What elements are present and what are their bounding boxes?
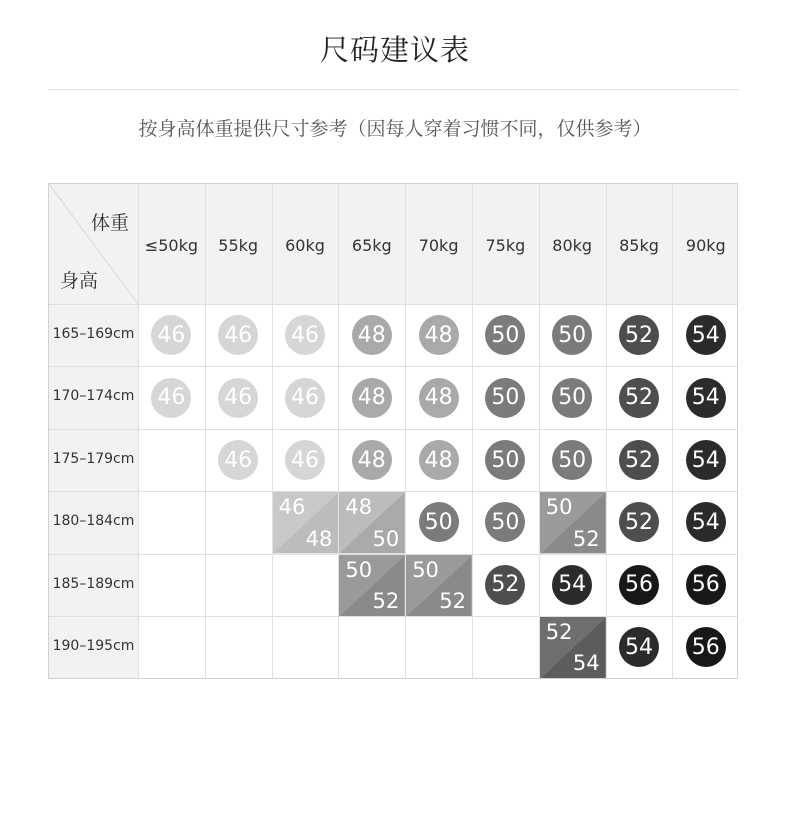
split-size-upper: 48 (345, 495, 373, 520)
size-circle: 56 (686, 627, 726, 667)
size-circle: 50 (485, 315, 525, 355)
size-chart-table (48, 183, 738, 679)
split-size-lower: 52 (439, 588, 466, 613)
size-circle: 46 (218, 378, 258, 418)
split-size-cell (273, 492, 339, 553)
split-size-cell (406, 555, 472, 616)
height-label: 170–174cm (52, 388, 135, 405)
split-size-cell (339, 555, 405, 616)
subtitle: 按身高体重提供尺寸参考（因每人穿着习惯不同，仅供参考） (138, 118, 652, 140)
page-title: 尺码建议表 (319, 33, 470, 67)
size-circle: 48 (352, 440, 392, 480)
size-circle: 54 (686, 502, 726, 542)
size-circle: 46 (218, 315, 258, 355)
weight-header: 75kg (485, 236, 526, 255)
size-circle: 50 (552, 378, 592, 418)
corner-weight-label: 体重 (91, 212, 130, 234)
split-size-upper: 50 (412, 557, 439, 582)
height-label: 190–195cm (52, 638, 135, 654)
split-size-lower: 50 (372, 526, 400, 551)
weight-header: 80kg (552, 236, 593, 255)
size-circle: 46 (285, 315, 325, 355)
weight-header: 55kg (218, 236, 259, 255)
size-circle: 54 (552, 565, 592, 605)
weight-header: 65kg (351, 236, 392, 255)
weight-header: 70kg (418, 236, 459, 255)
height-label: 165–169cm (52, 326, 135, 342)
weight-header: ≤50kg (144, 236, 198, 255)
size-circle: 48 (419, 440, 459, 480)
size-circle: 54 (686, 315, 726, 355)
size-circle: 50 (552, 315, 592, 355)
size-circle: 54 (619, 627, 659, 667)
size-circle: 52 (619, 502, 659, 542)
size-circle: 50 (485, 378, 525, 418)
size-circle: 50 (419, 502, 459, 542)
size-circle: 52 (619, 378, 659, 418)
split-size-upper: 52 (545, 620, 573, 644)
corner-height-label: 身高 (60, 270, 99, 292)
height-label: 180–184cm (52, 513, 135, 530)
size-circle: 56 (686, 565, 726, 605)
size-circle: 50 (552, 440, 592, 480)
split-size-cell (339, 492, 405, 553)
size-circle: 46 (151, 315, 191, 355)
row-divider (49, 616, 737, 617)
size-circle: 48 (419, 378, 459, 418)
column-divider (205, 184, 206, 678)
size-circle: 54 (686, 378, 726, 418)
column-divider (138, 184, 139, 678)
size-circle: 48 (352, 315, 392, 355)
column-divider (606, 184, 607, 678)
weight-header: 90kg (685, 236, 726, 255)
size-circle: 54 (686, 440, 726, 480)
title-divider (48, 89, 740, 90)
row-divider (49, 429, 737, 430)
row-divider (49, 304, 737, 305)
column-divider (472, 184, 473, 678)
size-circle: 46 (285, 440, 325, 480)
height-label: 185–189cm (52, 575, 135, 592)
size-circle: 56 (619, 565, 659, 605)
size-circle: 48 (352, 378, 392, 418)
split-size-upper: 46 (278, 495, 306, 520)
size-circle: 46 (218, 440, 258, 480)
size-circle: 46 (151, 378, 191, 418)
split-size-upper: 50 (345, 557, 373, 582)
split-size-upper: 50 (545, 495, 573, 520)
split-size-lower: 48 (305, 526, 333, 551)
split-size-cell (540, 617, 606, 678)
column-divider (672, 184, 673, 678)
weight-header: 85kg (619, 236, 659, 255)
size-circle: 52 (619, 440, 659, 480)
split-size-lower: 54 (572, 651, 600, 676)
size-circle: 50 (485, 440, 525, 480)
column-divider (272, 184, 273, 678)
weight-header: 60kg (285, 236, 325, 255)
column-divider (539, 184, 540, 678)
size-circle: 50 (485, 502, 525, 542)
size-circle: 52 (619, 315, 659, 355)
height-label: 175–179cm (52, 450, 135, 467)
split-size-cell (540, 492, 606, 553)
size-circle: 48 (419, 315, 459, 355)
split-size-lower: 52 (572, 526, 600, 551)
split-size-lower: 52 (372, 588, 400, 613)
size-circle: 52 (485, 565, 525, 605)
size-circle: 46 (285, 378, 325, 418)
row-divider (49, 366, 737, 367)
